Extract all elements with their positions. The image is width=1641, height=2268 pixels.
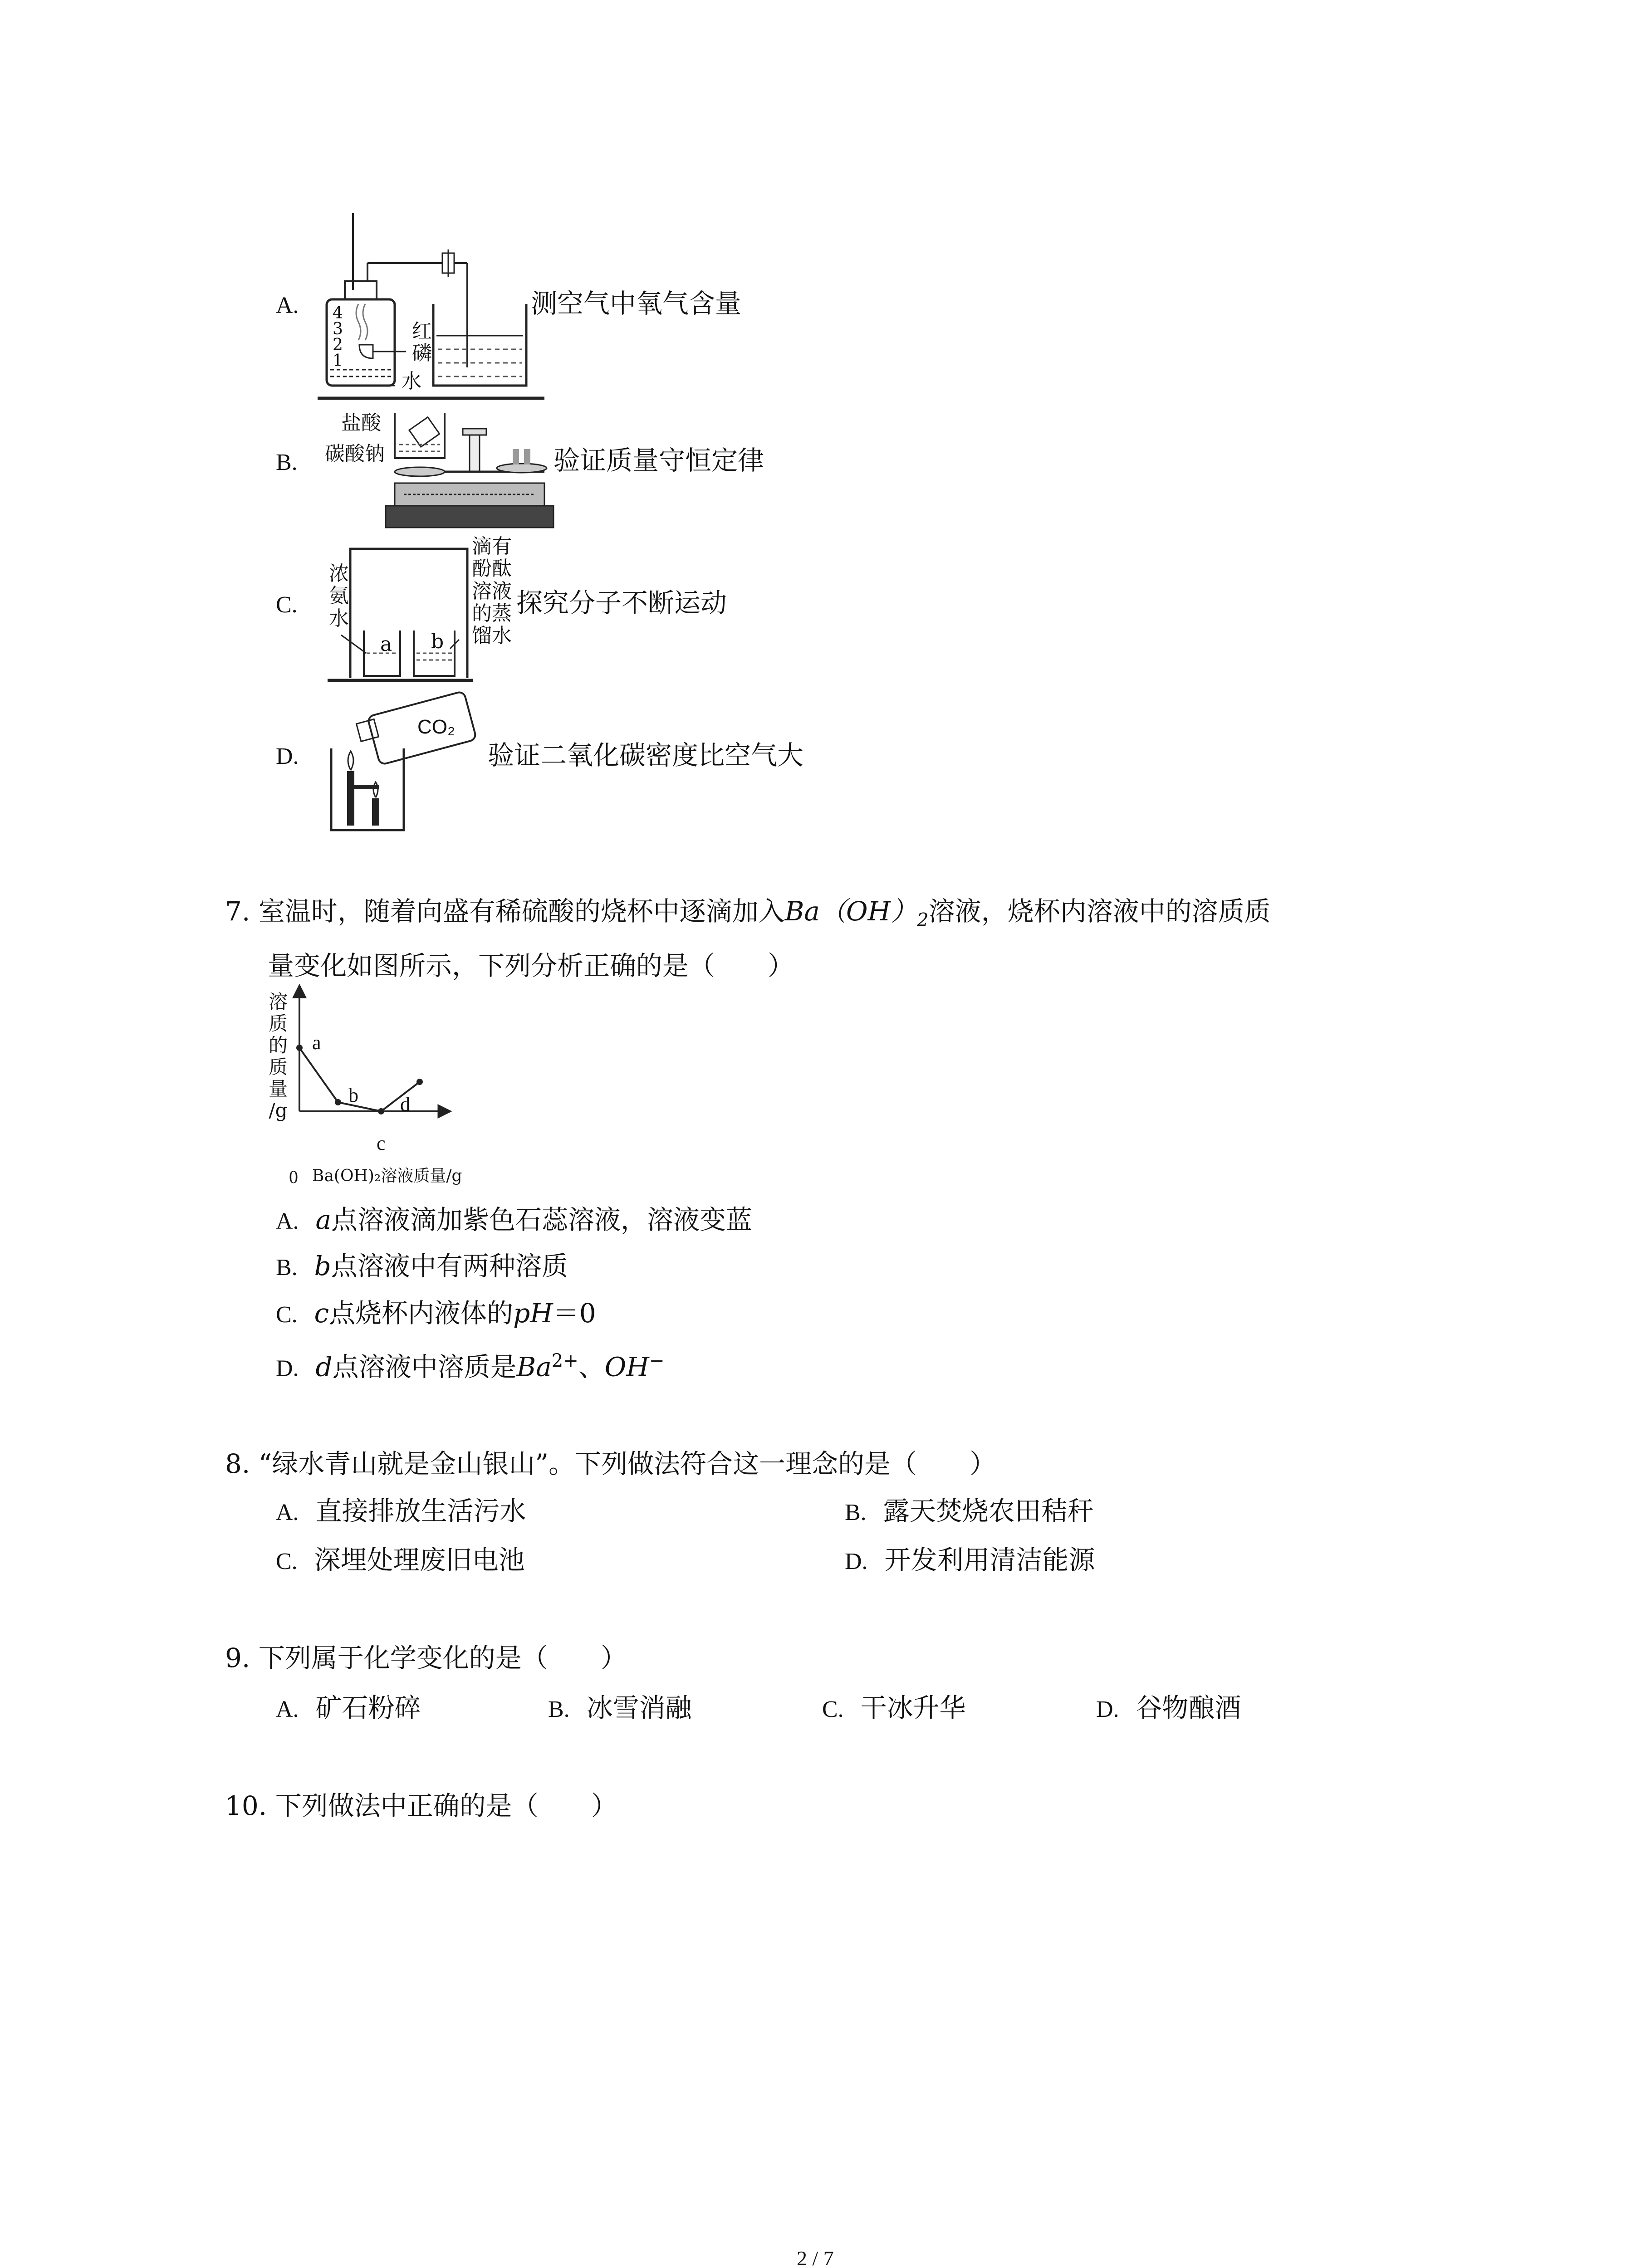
option-caption: 测空气中氧气含量 — [531, 288, 742, 319]
q7-option-b — [276, 1253, 568, 1280]
label-char: 水 — [329, 606, 349, 630]
page-number: 2 / 7 — [797, 2247, 834, 2268]
stem-text: “绿水青山就是金山银山”。下列做法符合这一理念的是（ ） — [258, 1448, 996, 1479]
option-letter: B. — [276, 1255, 298, 1281]
question-number: 7. — [225, 896, 250, 927]
separator: 、 — [578, 1351, 605, 1383]
acid-label: 盐酸 — [341, 411, 381, 435]
formula-ba: Ba — [784, 896, 820, 927]
question-number: 8. — [225, 1448, 250, 1479]
point-b — [335, 1099, 341, 1105]
stem-text: 下列属于化学变化的是（ ） — [258, 1642, 627, 1673]
option-text: 冰雪消融 — [586, 1692, 692, 1723]
q10-stem — [225, 1790, 617, 1821]
option-text: 点溶液中溶质是 — [332, 1351, 517, 1383]
option-variable: a — [315, 1204, 332, 1235]
option-letter: A. — [276, 1696, 299, 1722]
water-label: 水 — [402, 370, 421, 393]
red-phosphorus-label-1: 红 — [412, 320, 432, 343]
co2-density-diagram — [327, 694, 490, 839]
label-line: 滴有 — [472, 535, 512, 558]
point-d — [416, 1079, 423, 1085]
phenolphthalein-water-label — [472, 535, 512, 647]
option-letter: B. — [845, 1500, 867, 1525]
formula-subscript: 2 — [917, 909, 929, 931]
question-number: 10. — [225, 1790, 267, 1821]
point-c — [378, 1108, 384, 1114]
oxygen-apparatus-diagram — [318, 213, 544, 404]
option-text: 点溶液滴加紫色石蕊溶液，溶液变蓝 — [331, 1204, 753, 1235]
option-text: 开发利用清洁能源 — [884, 1545, 1095, 1575]
stem-text: 室温时，随着向盛有稀硫酸的烧杯中逐滴加入 — [258, 896, 785, 927]
chart-y-axis-label — [268, 991, 289, 1121]
option-letter: B. — [548, 1696, 570, 1722]
axis-char: /g — [269, 1099, 288, 1122]
label-line: 溶液 — [472, 579, 512, 603]
scale-mark-3: 3 — [333, 320, 343, 338]
option-letter: A. — [276, 293, 299, 318]
option-caption: 探究分子不断运动 — [516, 587, 727, 618]
chart-x-axis-label: Ba(OH)₂溶液质量/g — [312, 1167, 462, 1185]
chart-origin-label: 0 — [289, 1167, 298, 1187]
point-a-label: a — [312, 1031, 321, 1054]
sodium-carbonate-label: 碳酸钠 — [325, 442, 385, 465]
co2-label: CO₂ — [417, 716, 456, 738]
ion-charge: − — [649, 1350, 665, 1371]
option-letter: D. — [1096, 1696, 1119, 1722]
option-text: 点溶液中有两种溶质 — [331, 1251, 568, 1281]
scale-mark-4: 4 — [333, 304, 343, 323]
option-text: 直接排放生活污水 — [315, 1496, 526, 1526]
q9-stem — [225, 1642, 627, 1673]
ion-hydroxide: OH — [604, 1351, 649, 1383]
option-variable: b — [314, 1251, 331, 1281]
option-letter: A. — [276, 1208, 299, 1234]
option-equation: ＝0 — [553, 1298, 596, 1329]
q7-option-a — [276, 1204, 753, 1235]
q9-option-d — [1096, 1692, 1241, 1723]
point-b-label: b — [348, 1084, 358, 1106]
option-caption: 验证质量守恒定律 — [554, 445, 764, 476]
beaker-a-label: a — [380, 633, 392, 656]
stem-text: 下列做法中正确的是（ ） — [275, 1790, 617, 1821]
option-text: 深埋处理废旧电池 — [314, 1545, 525, 1575]
q8-option-b — [845, 1498, 1094, 1525]
q8-option-c — [276, 1547, 525, 1574]
option-letter: C. — [276, 592, 298, 618]
q8-option-d — [845, 1547, 1095, 1574]
axis-char: 质 — [268, 1012, 288, 1035]
point-a — [296, 1045, 303, 1051]
option-letter: D. — [845, 1549, 868, 1574]
option-formula: pH — [513, 1298, 553, 1329]
option-text: 点烧杯内液体的 — [329, 1298, 514, 1329]
option-caption: 验证二氧化碳密度比空气大 — [488, 740, 804, 771]
label-line: 的蒸 — [472, 601, 512, 625]
q9-option-b — [548, 1692, 692, 1723]
option-letter: D. — [276, 743, 299, 769]
option-variable: d — [315, 1351, 333, 1383]
label-line: 馏水 — [472, 624, 512, 648]
axis-char: 质 — [268, 1056, 288, 1078]
option-variable: c — [314, 1298, 329, 1329]
red-phosphorus-label-2: 磷 — [412, 342, 432, 365]
label-line: 酚酞 — [472, 557, 512, 581]
q9-option-a — [276, 1692, 421, 1723]
point-c-label: c — [377, 1132, 386, 1154]
q7-option-d — [276, 1350, 665, 1383]
q7-stem-line1 — [225, 898, 1271, 929]
balance-diagram — [386, 404, 549, 531]
q8-stem — [225, 1448, 996, 1479]
option-letter: C. — [276, 1549, 298, 1574]
option-text: 矿石粉碎 — [315, 1692, 421, 1723]
q8-option-a — [276, 1498, 526, 1525]
q7-option-c — [276, 1300, 596, 1327]
option-letter: C. — [276, 1302, 298, 1328]
beaker-b-label: b — [431, 630, 444, 653]
stem-text: 溶液，烧杯内溶液中的溶质质 — [928, 896, 1271, 927]
label-char: 浓 — [329, 562, 349, 585]
q7-stem-line2: 量变化如图所示，下列分析正确的是（ ） — [268, 950, 794, 981]
q9-option-c — [822, 1692, 966, 1723]
scale-mark-1: 1 — [333, 352, 343, 370]
scale-mark-2: 2 — [333, 336, 343, 354]
option-text: 干冰升华 — [860, 1692, 966, 1723]
ion-charge: 2+ — [551, 1350, 578, 1371]
ion-barium: Ba — [516, 1351, 552, 1383]
option-text: 露天焚烧农田秸秆 — [883, 1496, 1094, 1526]
option-letter: A. — [276, 1500, 299, 1525]
option-text: 谷物酿酒 — [1136, 1692, 1241, 1723]
molecular-motion-diagram — [323, 544, 473, 685]
option-letter: B. — [276, 450, 298, 475]
formula-oh: （OH） — [820, 896, 917, 927]
option-letter: D. — [276, 1355, 299, 1382]
question-number: 9. — [225, 1642, 250, 1673]
axis-char: 溶 — [268, 991, 288, 1013]
option-letter: C. — [822, 1696, 844, 1722]
point-d-label: d — [400, 1093, 410, 1115]
axis-char: 量 — [268, 1077, 288, 1100]
label-char: 氨 — [329, 584, 349, 608]
axis-char: 的 — [268, 1034, 288, 1056]
